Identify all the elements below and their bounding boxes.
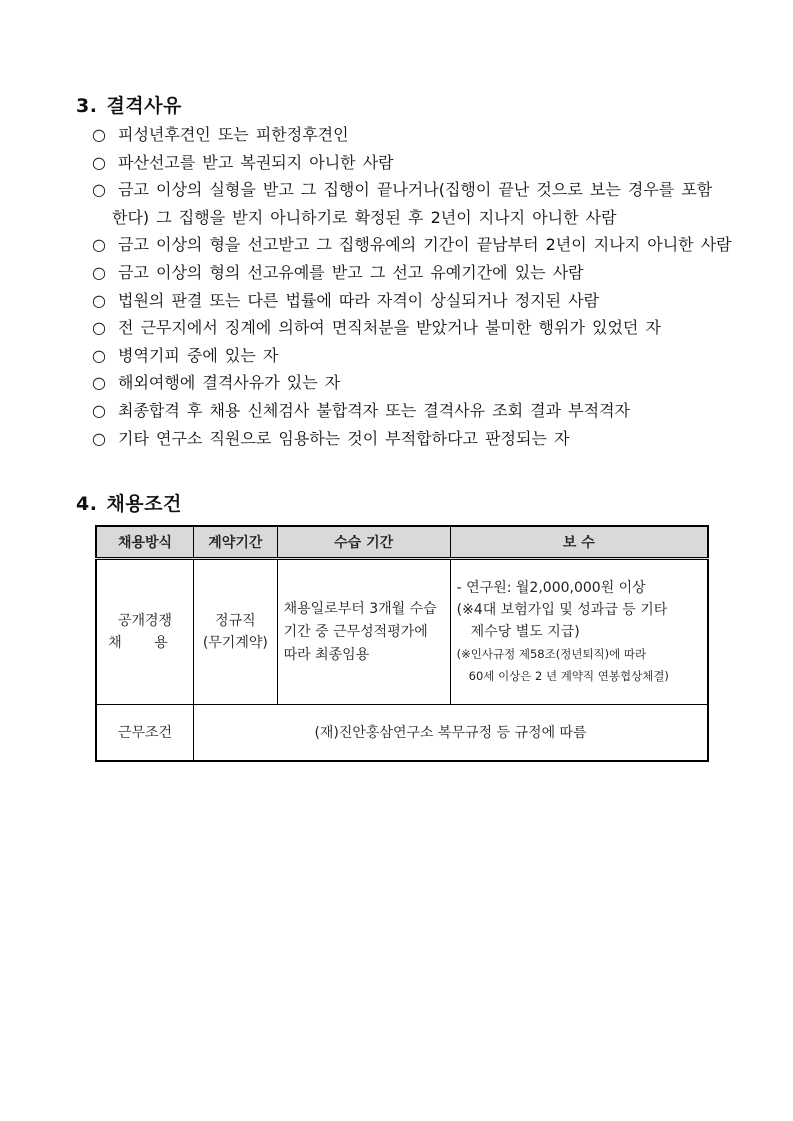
section-4-number: 4. (76, 493, 98, 515)
circle-bullet-icon: ○ (92, 152, 106, 172)
cell-contract: 정규직 (무기계약) (194, 559, 278, 705)
section-3-title: 결격사유 (106, 95, 182, 117)
list-item: ○ 금고 이상의 형을 선고받고 그 집행유예의 기간이 끝남부터 2년이 지나지 아니한 사람 (92, 231, 732, 259)
circle-bullet-icon: ○ (92, 373, 106, 393)
list-item: ○ 전 근무지에서 징계에 의하여 면직처분을 받았거나 불미한 행위가 있었던 자 (92, 314, 732, 342)
cell-conditions-value: (재)진안홍삼연구소 복무규정 등 규정에 따름 (194, 705, 708, 762)
circle-bullet-icon: ○ (92, 262, 106, 282)
employment-conditions-table (95, 525, 709, 762)
cell-probation: 채용일로부터 3개월 수습 기간 중 근무성적평가에 따라 최종임용 (277, 559, 450, 705)
list-item: ○ 최종합격 후 채용 신체검사 불합격자 또는 결격사유 조회 결과 부적격자 (92, 397, 732, 425)
section-4-heading (76, 489, 182, 516)
circle-bullet-icon: ○ (92, 400, 106, 420)
circle-bullet-icon: ○ (92, 235, 106, 255)
header-method: 채용방식 (96, 526, 194, 559)
list-item: ○ 금고 이상의 실형을 받고 그 집행이 끝나거나(집행이 끝난 것으로 보는 경우를 포함 한다) 그 집행을 받지 아니하기로 확정된 후 2년이 지나지 아니한 사람 (92, 176, 732, 231)
cell-conditions-label: 근무조건 (96, 705, 194, 762)
list-item-continuation: 한다) 그 집행을 받지 아니하기로 확정된 후 2년이 지나지 아니한 사람 (112, 207, 617, 227)
list-item: ○ 피성년후견인 또는 피한정후견인 (92, 121, 732, 149)
table-row (96, 559, 708, 705)
table-header-row (96, 526, 708, 559)
header-pay: 보 수 (450, 526, 708, 559)
circle-bullet-icon: ○ (92, 428, 106, 448)
header-contract: 계약기간 (194, 526, 278, 559)
cell-pay: - 연구원: 월2,000,000원 이상 (※4대 보험가입 및 성과급 등 기타 제수당 별도 지급) (※인사규정 제58조(정년퇴직)에 따라 60세 이상은 2 년 계약직 연봉협상체결) (450, 559, 708, 705)
table-row (96, 705, 708, 762)
list-item: ○ 기타 연구소 직원으로 임용하는 것이 부적합하다고 판정되는 자 (92, 425, 732, 453)
circle-bullet-icon: ○ (92, 345, 106, 365)
list-item: ○ 법원의 판결 또는 다른 법률에 따라 자격이 상실되거나 정지된 사람 (92, 287, 732, 315)
disqualification-list (92, 121, 732, 452)
circle-bullet-icon: ○ (92, 290, 106, 310)
list-item: ○ 해외여행에 결격사유가 있는 자 (92, 369, 732, 397)
cell-method: 공개경쟁 채 용 (96, 559, 194, 705)
circle-bullet-icon: ○ (92, 318, 106, 338)
circle-bullet-icon: ○ (92, 125, 106, 144)
header-probation: 수습 기간 (277, 526, 450, 559)
section-4-title: 채용조건 (106, 493, 182, 515)
list-item: ○ 병역기피 중에 있는 자 (92, 342, 732, 370)
section-3-heading (76, 91, 182, 118)
list-item: ○ 금고 이상의 형의 선고유예를 받고 그 선고 유예기간에 있는 사람 (92, 259, 732, 287)
list-item: ○ 파산선고를 받고 복권되지 아니한 사람 (92, 149, 732, 177)
section-3-number: 3. (76, 95, 98, 117)
circle-bullet-icon: ○ (92, 180, 106, 200)
